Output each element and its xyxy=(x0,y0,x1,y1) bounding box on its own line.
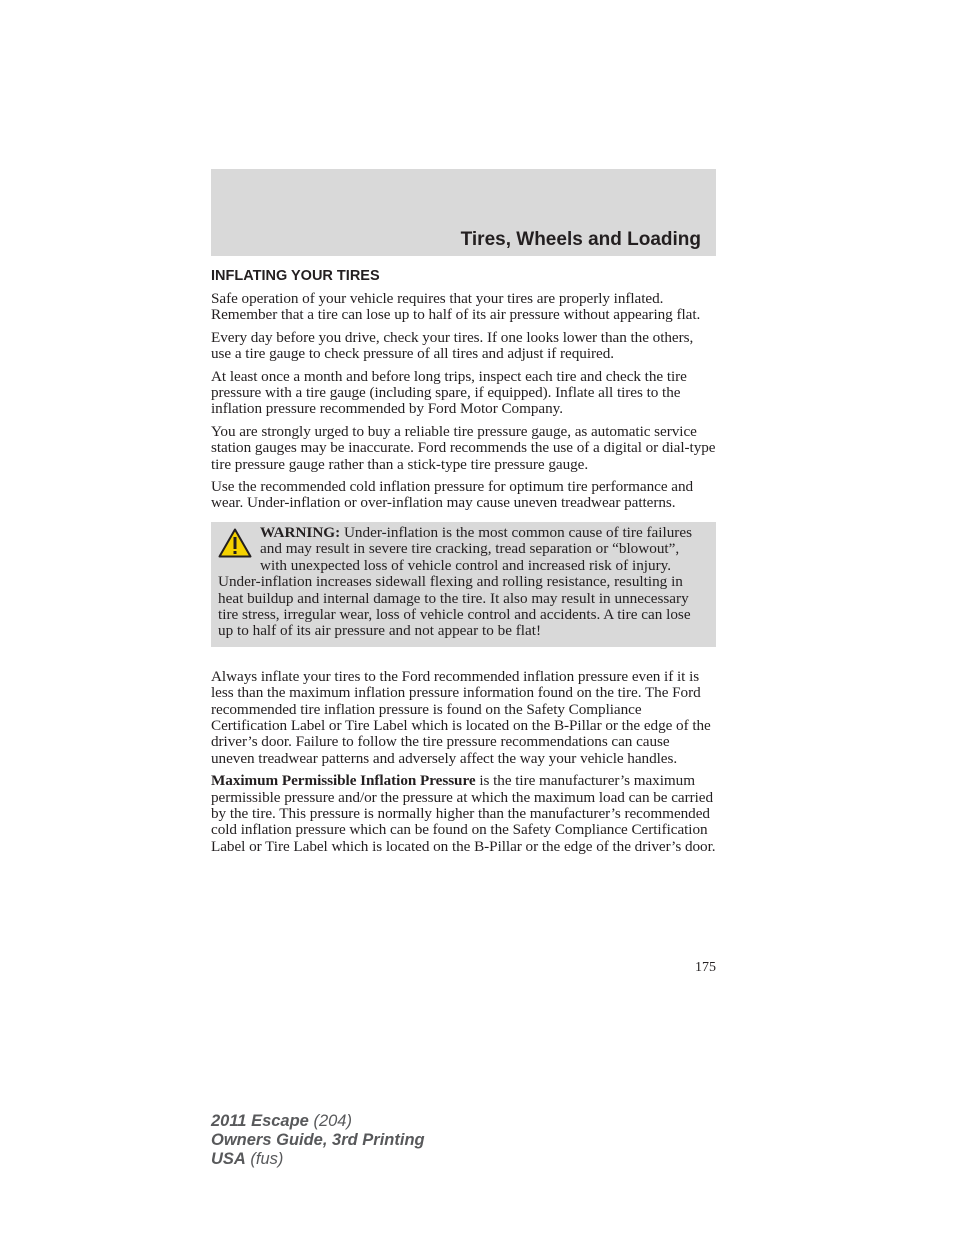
paragraph-max-pressure xyxy=(211,773,716,855)
paragraph-safe-operation: Safe operation of your vehicle requires that your tires are properly inflated. Remember that a tire can lose up to half of its air pressure without appearing flat. xyxy=(211,290,701,324)
footer-market: USA xyxy=(211,1150,246,1168)
max-pressure-definition: is the tire manufacturer’s maximum permissible pressure and/or the pressure at which the maximum load can be carried by the tire. This pressure is normally higher than the manufacturer’s recommended cold inflation pressure which can be found on the Safety Compliance Certification Label or Tire Label which is located on the B-Pillar or the edge of the driver’s door. xyxy=(211,772,716,855)
page-content xyxy=(211,266,716,861)
footer-line-market xyxy=(211,1150,425,1169)
warning-body: Under-inflation is the most common cause of tire failures and may result in severe tire cracking, tread separation or “blowout”, with unexpected loss of vehicle control and increased risk of injury. Under-inflation increases sidewall flexing and rolling resistance, resulting in heat buildup and internal damage to the tire. It also may result in unnecessary tire stress, irregular wear, loss of vehicle control and accidents. A tire can lose up to half of its air pressure and not appear to be flat! xyxy=(218,523,693,640)
warning-triangle-icon xyxy=(218,528,252,558)
chapter-title: Tires, Wheels and Loading xyxy=(460,229,701,250)
footer-printing: Owners Guide, 3rd Printing xyxy=(211,1131,425,1149)
paragraph-pressure-gauge: You are strongly urged to buy a reliable tire pressure gauge, as automatic service station gauges may be inaccurate. Ford recommends the use of a digital or dial-type tire pressure gauge rather than a stick-type tire pressure gauge. xyxy=(211,422,716,473)
chapter-header-band xyxy=(211,169,716,256)
footer-line-printing xyxy=(211,1131,425,1150)
footer-line-model xyxy=(211,1112,425,1131)
warning-label: WARNING: xyxy=(260,523,341,541)
paragraph-monthly-check: At least once a month and before long trips, inspect each tire and check the tire pressure with a tire gauge (including spare, if equipped). Inflate all tires to the inflation pressure recommended by Ford Motor Company. xyxy=(211,367,687,418)
footer-market-code: (fus) xyxy=(245,1150,284,1168)
paragraph-always-inflate: Always inflate your tires to the Ford recommended inflation pressure even if it is less than the maximum inflation pressure information found on the tire. The Ford recommended tire inflation pressure is found on the Safety Compliance Certification Label or Tire Label which is located on the B-Pillar or the edge of the driver’s door. Failure to follow the tire pressure recommendations can cause uneven treadwear patterns and adversely affect the way your vehicle handles. xyxy=(211,667,711,767)
max-pressure-term: Maximum Permissible Inflation Pressure xyxy=(211,772,476,790)
warning-text xyxy=(218,525,708,640)
footer-model-code: (204) xyxy=(308,1112,352,1130)
warning-box xyxy=(211,522,716,647)
paragraph-cold-inflation: Use the recommended cold inflation pressure for optimum tire performance and wear. Under-inflation or over-inflation may cause uneven treadwear patterns. xyxy=(211,478,694,512)
footer-model: 2011 Escape xyxy=(211,1112,309,1130)
page-number: 175 xyxy=(695,960,716,975)
document-footer xyxy=(211,1112,425,1169)
paragraph-daily-check: Every day before you drive, check your tires. If one looks lower than the others, use a tire gauge to check pressure of all tires and adjust if required. xyxy=(211,328,694,363)
section-heading: INFLATING YOUR TIRES xyxy=(211,268,380,284)
